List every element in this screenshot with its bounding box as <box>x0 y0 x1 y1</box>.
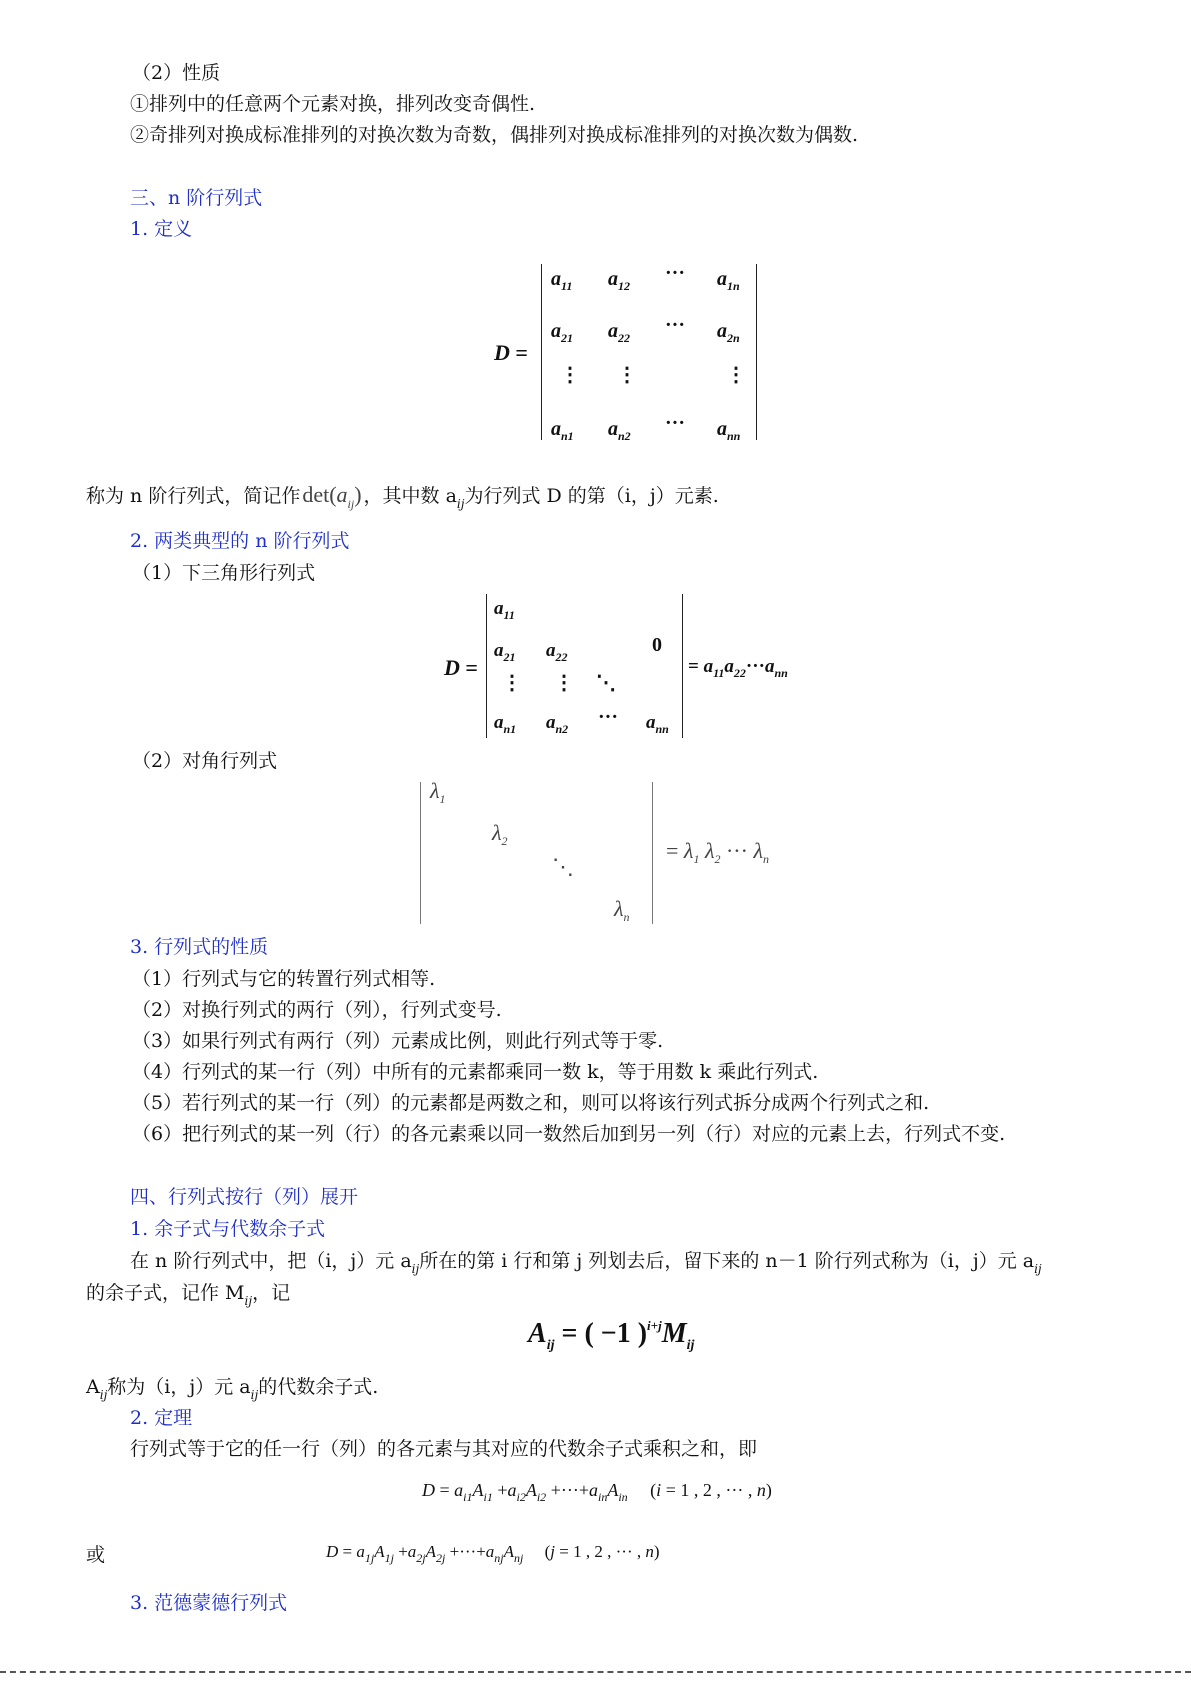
def-text-sub: ij <box>456 497 465 511</box>
cofactor-sentence <box>86 1374 378 1402</box>
d-equals-label: D = <box>494 340 528 365</box>
det-property-3: （3）如果行列式有两行（列）元素成比例，则此行列式等于零. <box>132 1030 664 1052</box>
lower-triangular-heading: （1）下三角形行列式 <box>132 562 316 584</box>
lt-left-bar <box>486 594 487 738</box>
diag-lambda-2: $\lambda_2$ <box>492 820 508 848</box>
entry-a1n: $a_{1n}$ <box>717 268 740 293</box>
diagonal-heading: （2）对角行列式 <box>132 750 278 772</box>
section-3-1-title: 1. 定义 <box>130 218 193 240</box>
diag-lambda-n: $\lambda_n$ <box>614 896 630 924</box>
entry-a11: $a_{11}$ <box>551 268 573 293</box>
section-3-title: 三、n 阶行列式 <box>130 187 263 209</box>
entry-vdots-1: ⋮ <box>560 364 580 386</box>
lt-vdots-1: ⋮ <box>502 672 522 694</box>
entry-a2n: $a_{2n}$ <box>717 320 740 345</box>
property-item-2: ②奇排列对换成标准排列的对换次数为奇数，偶排列对换成标准排列的对换次数为偶数. <box>130 124 859 146</box>
cofactor-text-c: 的代数余子式. <box>258 1376 379 1398</box>
section-4-title: 四、行列式按行（列）展开 <box>130 1186 359 1208</box>
diag-right-bar <box>652 782 653 924</box>
cofactor-formula: $A_{ij}$ = ( −1 )$^{i+j}M_{ij}$ <box>528 1318 695 1353</box>
section-3-2-title: 2. 两类典型的 n 阶行列式 <box>130 530 350 552</box>
lt-dots: ··· <box>598 706 619 728</box>
lt-a22: $a_{22}$ <box>546 640 568 664</box>
lt-ann: $a_{nn}$ <box>646 712 669 736</box>
lt-an1: $a_{n1}$ <box>494 712 517 736</box>
section-3-3-title: 3. 行列式的性质 <box>130 936 269 958</box>
lt-ddots: ⋱ <box>596 672 616 694</box>
diag-left-bar <box>420 782 421 924</box>
minor-paragraph-line2 <box>86 1280 290 1308</box>
minor-text-b: 所在的第 i 行和第 j 列划去后，留下来的 n－1 阶行列式称为（i，j）元 a <box>419 1250 1035 1272</box>
entry-a22: $a_{22}$ <box>608 320 630 345</box>
property-heading: （2）性质 <box>132 62 221 84</box>
column-expansion-formula: $D = a_{1j}A_{1j} +a_{2j}A_{2j} +\cdot\cdot\cdot+a_{nj}A_{nj}$ (j = 1 , 2 , ··· , n) <box>326 1542 660 1565</box>
cofactor-text-a: A <box>86 1376 100 1398</box>
property-item-1: ①排列中的任意两个元素对换，排列改变奇偶性. <box>130 93 536 115</box>
det-property-4: （4）行列式的某一行（列）中所有的元素都乘同一数 k，等于用数 k 乘此行列式. <box>132 1061 819 1083</box>
det-property-5: （5）若行列式的某一行（列）的元素都是两数之和，则可以将该行列式拆分成两个行列式之和. <box>132 1092 930 1114</box>
def-text-b: ，其中数 a <box>363 485 457 507</box>
minor-sub-1: ij <box>411 1262 420 1276</box>
lt-right-bar <box>682 594 683 738</box>
diag-product: = $\lambda_1$ $\lambda_2$ ··· $\lambda_n$ <box>666 838 769 866</box>
det-right-bar <box>756 264 757 440</box>
minor-text-a: 在 n 阶行列式中，把（i，j）元 a <box>130 1250 412 1272</box>
det-left-bar <box>541 264 542 440</box>
minor-sub-3: ij <box>244 1294 253 1308</box>
cofactor-sub-2: ij <box>250 1388 259 1402</box>
diag-ddots: ⋱ <box>552 854 574 879</box>
entry-dots-3: ··· <box>665 412 686 434</box>
lt-d-equals: D = <box>444 655 478 680</box>
section-4-2-title: 2. 定理 <box>130 1407 193 1429</box>
lt-an2: $a_{n2}$ <box>546 712 569 736</box>
minor-text-d: ，记 <box>252 1282 291 1304</box>
det-notation: $\det(a_{ij})$ <box>302 482 362 511</box>
cofactor-sub-1: ij <box>99 1388 108 1402</box>
entry-an1: $a_{n1}$ <box>551 418 574 443</box>
cofactor-text-b: 称为（i，j）元 a <box>107 1376 251 1398</box>
definition-sentence <box>86 482 719 511</box>
lt-a11: $a_{11}$ <box>494 598 515 622</box>
minor-paragraph-line1 <box>130 1248 1042 1276</box>
or-text: 或 <box>86 1544 106 1566</box>
det-property-6: （6）把行列式的某一列（行）的各元素乘以同一数然后加到另一列（行）对应的元素上去，行列式不变. <box>132 1123 1006 1145</box>
entry-ann: $a_{nn}$ <box>717 418 741 443</box>
page-bottom-rule <box>0 1671 1191 1673</box>
minor-sub-2: ij <box>1034 1262 1042 1276</box>
entry-dots-2: ··· <box>665 314 686 336</box>
entry-an2: $a_{n2}$ <box>608 418 631 443</box>
section-4-1-title: 1. 余子式与代数余子式 <box>130 1218 326 1240</box>
lt-vdots-2: ⋮ <box>554 672 574 694</box>
diag-lambda-1: $\lambda_1$ <box>430 778 446 806</box>
entry-dots-1: ··· <box>665 262 686 284</box>
entry-vdots-2: ⋮ <box>617 364 637 386</box>
theorem-text: 行列式等于它的任一行（列）的各元素与其对应的代数余子式乘积之和，即 <box>130 1438 758 1460</box>
det-property-2: （2）对换行列式的两行（列），行列式变号. <box>132 999 502 1021</box>
lt-product: = $a_{11}a_{22}\cdot\cdot\cdot a_{nn}$ <box>688 656 788 680</box>
row-expansion-formula: $D = a_{i1}A_{i1} +a_{i2}A_{i2} +\cdot\cdot\cdot+a_{in}A_{in}$ (i = 1 , 2 , ··· , n) <box>422 1480 772 1504</box>
entry-vdots-3: ⋮ <box>726 364 746 386</box>
lt-zero: 0 <box>652 634 662 656</box>
minor-text-c: 的余子式，记作 M <box>86 1282 245 1304</box>
det-property-1: （1）行列式与它的转置行列式相等. <box>132 968 436 990</box>
entry-a21: $a_{21}$ <box>551 320 573 345</box>
entry-a12: $a_{12}$ <box>608 268 630 293</box>
lt-a21: $a_{21}$ <box>494 640 516 664</box>
def-text-a: 称为 n 阶行列式，简记作 <box>86 485 301 507</box>
section-4-3-title: 3. 范德蒙德行列式 <box>130 1592 288 1614</box>
def-text-c: 为行列式 D 的第（i，j）元素. <box>464 485 719 507</box>
